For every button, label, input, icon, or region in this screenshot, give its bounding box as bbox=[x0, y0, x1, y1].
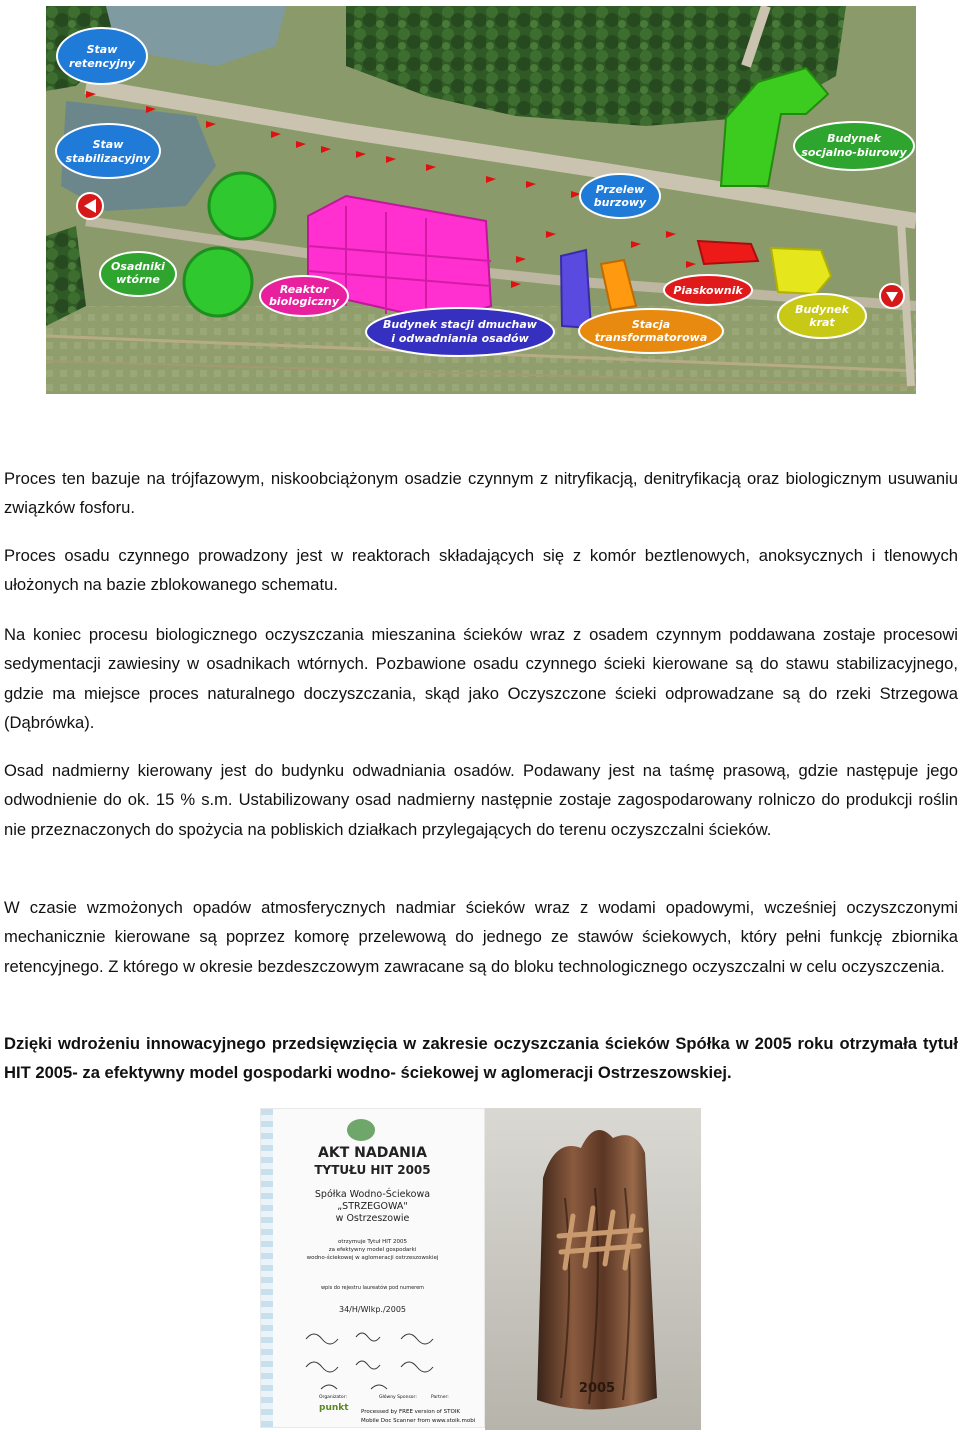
label-staw-stabilizacyjny-2: stabilizacyjny bbox=[65, 152, 151, 165]
paragraph-4: Osad nadmierny kierowany jest do budynku odwadniania osadów. Podawany jest na taśmę prasową, gdzie następuje jego odwodnienie do ok. 15 % s.m. Ustabilizowany osad nadmierny następnie zostaje zagospodarowany rolniczo do produkcji roślin nie przeznaczonych do spożycia na pobliskich działkach przylegających do terenu oczyszczalni ścieków. bbox=[4, 761, 958, 839]
paragraph-1: Proces ten bazuje na trójfazowym, niskoobciążonym osadzie czynnym z nitryfikacją, denitryfikacją oraz biologicznym usuwaniu związków fosforu. bbox=[4, 469, 958, 518]
cert-body-1: otrzymuje Tytuł HIT 2005 bbox=[337, 1239, 407, 1245]
paragraph-3: Na koniec procesu biologicznego oczyszczania mieszanina ścieków wraz z osadem czynnym poddawana zostaje procesowi sedymentacji zawiesiny w osadnikach wtórnych. Pozbawione osadu czynnego ścieki kierowane są do stawu stabilizacyjnego, gdzie ma miejsce proces naturalnego doczyszczania, skąd jako Oczyszczone ścieki odprowadzane są do rzeki Strzegowa (Dąbrówka). bbox=[4, 625, 958, 732]
label-staw-retencyjny-2: retencyjny bbox=[69, 57, 135, 70]
cert-company-1: Spółka Wodno-Ściekowa bbox=[314, 1189, 431, 1200]
cert-partner: Partner: bbox=[431, 1395, 449, 1400]
label-piaskownik: Piaskownik bbox=[673, 284, 743, 297]
cert-body-3: wodno-ściekowej w aglomeracji ostrzeszowskiej bbox=[306, 1255, 439, 1261]
aerial-map-image bbox=[46, 6, 916, 394]
award-year: 2005 bbox=[578, 1381, 616, 1396]
certificate-emblem bbox=[347, 1119, 375, 1141]
cert-body-2: za efektywny model gospodarki bbox=[328, 1247, 417, 1253]
label-staw-retencyjny-1: Staw bbox=[86, 43, 118, 56]
label-budynek-socjalno-2: socjalno-biurowy bbox=[801, 146, 907, 159]
cert-number: 34/H/Wlkp./2005 bbox=[338, 1305, 407, 1314]
certificate-image bbox=[260, 1108, 485, 1428]
label-stacja-1: Stacja bbox=[631, 318, 671, 331]
label-reaktor-1: Reaktor bbox=[279, 283, 329, 296]
cert-organizer: Organizator: bbox=[319, 1395, 347, 1400]
label-osadniki-1: Osadniki bbox=[111, 260, 165, 273]
label-osadniki-2: wtórne bbox=[116, 273, 160, 286]
label-budynek-stacji-1: Budynek stacji dmuchaw bbox=[383, 318, 537, 331]
cert-company-2: „STRZEGOWA" bbox=[337, 1201, 408, 1212]
label-budynek-stacji-2: i odwadniania osadów bbox=[391, 332, 529, 345]
label-budynek-krat-1: Budynek bbox=[795, 303, 849, 316]
paragraph-5: W czasie wzmożonych opadów atmosferycznych nadmiar ścieków wraz z wodami opadowymi, wcześniej oczyszczonymi mechanicznie kierowane są poprzez komorę przelewową do jednego ze stawów ściekowych, który pełni funkcję zbiornika retencyjnego. Z którego w okresie bezdeszczowym zawracane są do bloku technologicznego oczyszczalni w celu oczyszczenia. bbox=[4, 898, 958, 976]
label-stacja-2: transformatorowa bbox=[594, 331, 708, 344]
label-staw-stabilizacyjny-1: Staw bbox=[92, 138, 124, 151]
cert-stamp-2: Mobile Doc Scanner from www.stoik.mobi bbox=[361, 1418, 476, 1424]
label-budynek-socjalno-1: Budynek bbox=[827, 132, 881, 145]
cert-title-1: AKT NADANIA bbox=[318, 1145, 427, 1161]
cert-org-name: punkt bbox=[319, 1403, 349, 1413]
cert-stamp-1: Processed by FREE version of STOIK bbox=[361, 1409, 461, 1415]
label-budynek-krat-2: krat bbox=[809, 316, 835, 329]
cert-title-2: TYTUŁU HIT 2005 bbox=[314, 1163, 431, 1177]
paragraph-6: Dzięki wdrożeniu innowacyjnego przedsięwzięcia w zakresie oczyszczania ścieków Spółka w 2005 roku otrzymała tytuł HIT 2005- za efektywny model gospodarki wodno- ściekowej w aglomeracji Ostrzeszowskiej. bbox=[4, 1034, 958, 1083]
cert-sponsor: Główny Sponsor: bbox=[379, 1395, 417, 1400]
paragraph-2: Proces osadu czynnego prowadzony jest w reaktorach składających się z komór beztlenowych, anoksycznych i tlenowych ułożonych na bazie zblokowanego schematu. bbox=[4, 546, 958, 595]
label-przelew-1: Przelew bbox=[595, 183, 645, 196]
cert-signatures bbox=[301, 1327, 451, 1397]
cert-register: wpis do rejestru laureatów pod numerem bbox=[320, 1285, 425, 1291]
cert-company-3: w Ostrzeszowie bbox=[335, 1213, 410, 1224]
award-statue-image bbox=[485, 1108, 701, 1430]
label-przelew-2: burzowy bbox=[593, 196, 647, 209]
label-reaktor-2: biologiczny bbox=[268, 295, 340, 308]
